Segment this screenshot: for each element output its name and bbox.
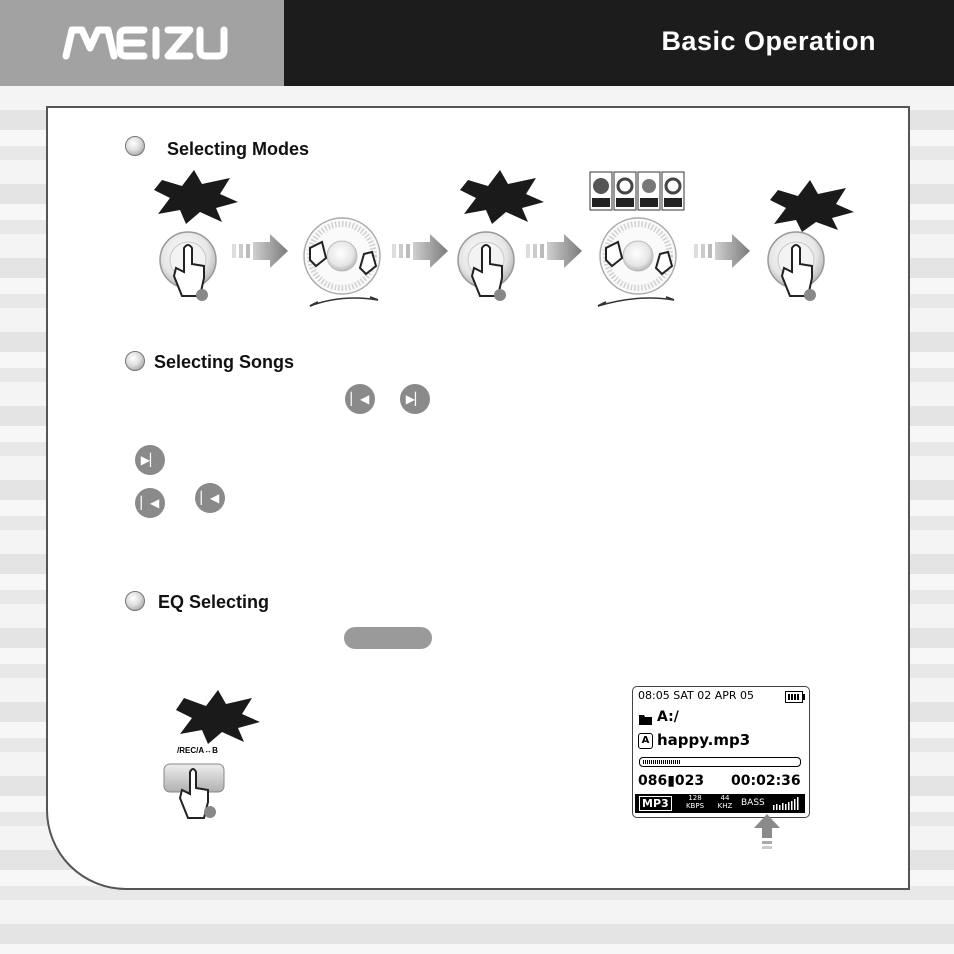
page-title: Basic Operation (661, 26, 876, 56)
eq-bars-icon (772, 796, 802, 811)
prev-track-icon: ▏◀ (135, 488, 165, 518)
section-bullet-icon (125, 136, 145, 156)
play-button-press-icon (768, 232, 824, 301)
next-track-icon: ▶▏ (400, 384, 430, 414)
bitrate-display (681, 794, 709, 810)
samplerate-display (713, 794, 737, 810)
play-button-press-icon (458, 232, 514, 301)
scroll-wheel-icon (304, 218, 380, 306)
step-arrow-icon (694, 234, 750, 268)
press-burst-icon (770, 180, 854, 232)
format-badge: MP3 (639, 796, 672, 811)
prev-track-icon: ▏◀ (345, 384, 375, 414)
lcd-track-counter: 086▮023 (638, 773, 705, 789)
step-arrow-icon (526, 234, 582, 268)
scroll-wheel-icon (598, 218, 676, 306)
playback-progress-fill (643, 760, 680, 764)
mode-fm-icon (614, 172, 636, 210)
press-burst-icon (154, 170, 238, 224)
section-title-eq: EQ Selecting (158, 592, 270, 612)
section-bullet-icon (125, 351, 145, 371)
header-title-area (284, 0, 954, 86)
prev-track-icon: ▏◀ (195, 483, 225, 513)
press-burst-icon (176, 690, 260, 744)
step-arrow-icon (232, 234, 288, 268)
eq-mode-label: BASS (741, 798, 765, 808)
playback-progress-bar (639, 757, 801, 767)
rec-button-label: /REC/A↔B (177, 746, 218, 755)
lcd-info-bar (635, 794, 805, 813)
lcd-filename: happy.mp3 (657, 731, 751, 749)
bitrate-value: 128 (688, 794, 702, 802)
mode-selection-diagram (150, 168, 910, 313)
section-bullet-icon (125, 591, 145, 611)
mode-mp3-icon (590, 172, 612, 210)
lcd-elapsed-time: 00:02:36 (731, 773, 801, 789)
lcd-folder: A:/ (657, 709, 679, 725)
samplerate-value: 44 (720, 794, 730, 802)
mode-icons-strip (590, 172, 684, 210)
pointer-up-arrow-icon (754, 814, 780, 852)
press-burst-icon (460, 170, 544, 224)
drive-badge: A (638, 733, 653, 749)
section-title-songs: Selecting Songs (154, 352, 295, 372)
header-brand-area (0, 0, 284, 86)
lcd-screen (632, 686, 810, 818)
next-track-icon: ▶▏ (135, 445, 165, 475)
samplerate-unit: KHZ (717, 802, 733, 810)
meizu-logo (60, 22, 230, 62)
mode-rep-icon (662, 172, 684, 210)
step-arrow-icon (392, 234, 448, 268)
bitrate-unit: KBPS (685, 802, 705, 810)
mode-voice-icon (638, 172, 660, 210)
battery-icon (785, 691, 805, 703)
section-title-modes: Selecting Modes (167, 139, 310, 159)
lcd-status-line: 08:05 SAT 02 APR 05 (638, 689, 755, 702)
folder-icon (638, 713, 654, 726)
play-button-press-icon (160, 232, 216, 301)
eq-button-pill (344, 627, 432, 649)
